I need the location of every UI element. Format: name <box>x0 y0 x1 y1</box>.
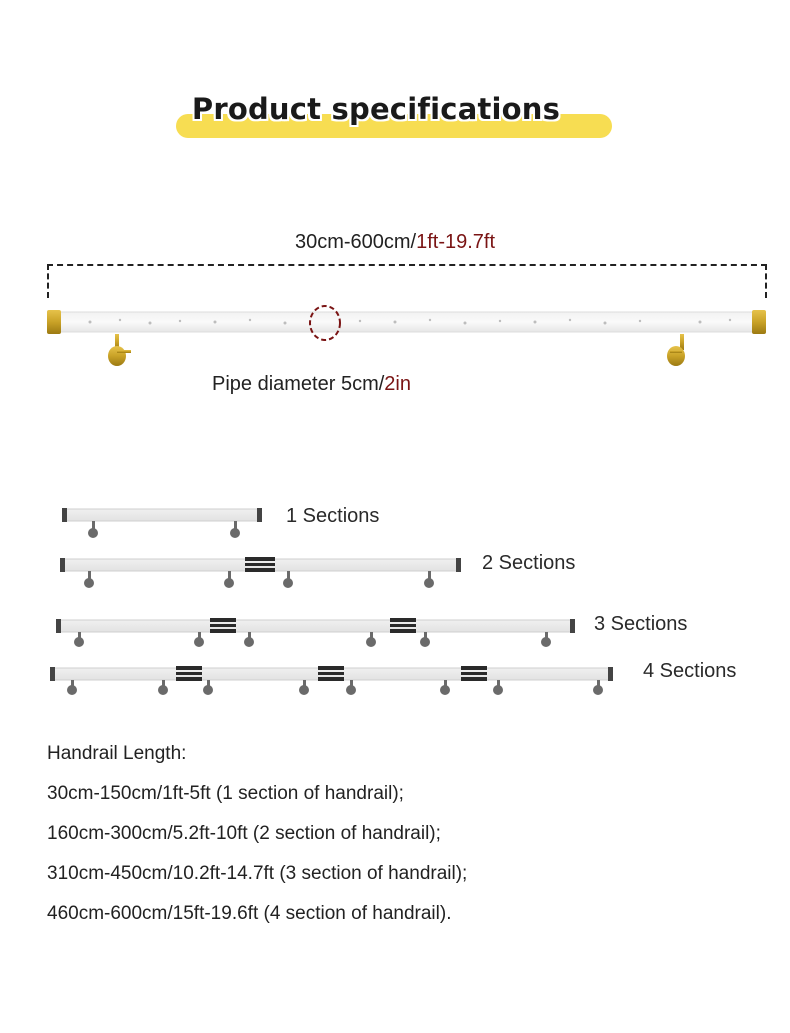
spec-line: 30cm-150cm/1ft-5ft (1 section of handrail); <box>47 783 404 804</box>
spec-line: 160cm-300cm/5.2ft-10ft (2 section of handrail); <box>47 823 441 844</box>
section-label-3: 3 Sections <box>594 613 688 635</box>
section-2-rail <box>60 557 461 588</box>
handrail-length-spec <box>47 740 467 940</box>
section-label-2: 2 Sections <box>482 552 576 574</box>
length-range-metric: 30cm-600cm/ <box>294 231 417 253</box>
spec-line: 310cm-450cm/10.2ft-14.7ft (3 section of handrail); <box>47 863 468 884</box>
section-4-rail <box>50 666 613 695</box>
spec-heading: Handrail Length: <box>47 743 187 764</box>
section-1-rail <box>62 508 262 538</box>
length-range-imperial: 1ft-19.7ft <box>416 231 496 253</box>
section-3-rail <box>56 618 575 647</box>
spec-line: 460cm-600cm/15ft-19.6ft (4 section of handrail). <box>47 903 452 924</box>
page-title: Product specifications <box>191 92 561 126</box>
section-label-1: 1 Sections <box>286 505 380 527</box>
section-label-4: 4 Sections <box>643 660 737 682</box>
section-connector <box>245 557 275 572</box>
pipe-diameter-imperial: 2in <box>384 373 411 395</box>
pipe-diameter-metric: Pipe diameter 5cm/ <box>212 373 385 395</box>
